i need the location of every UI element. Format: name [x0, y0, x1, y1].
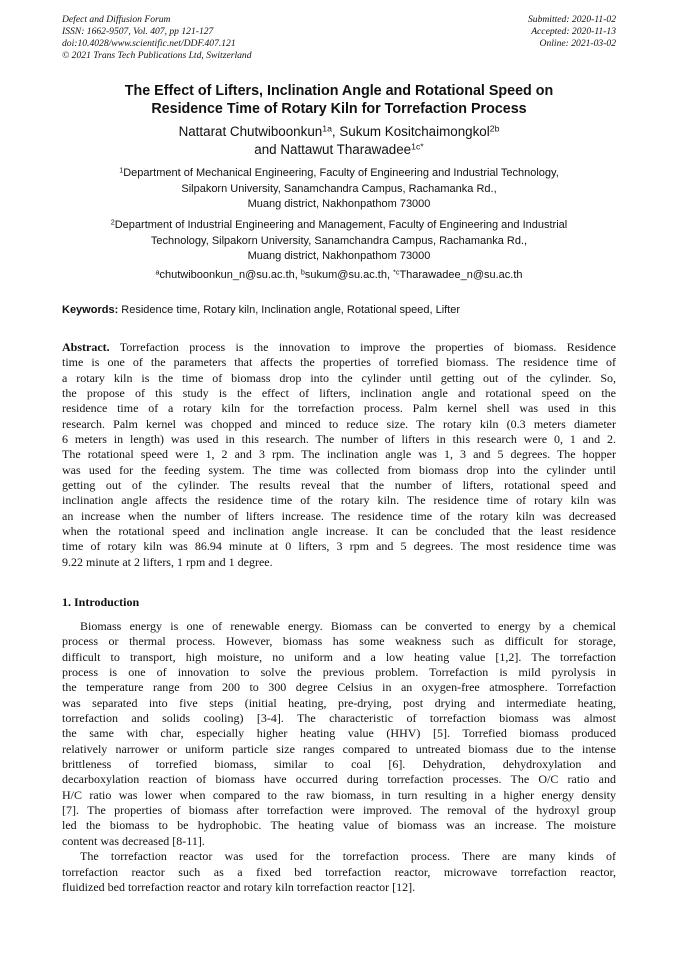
introduction-body	[62, 619, 616, 895]
author-name: Nattarat Chutwiboonkun	[178, 124, 323, 139]
abstract-line: the propose of this study is the effect of lifters, inclination angle and rotational speed on the	[62, 386, 616, 401]
abstract-line: a rotary kiln is the time of biomass drop into the cylinder until getting out of the cylinder. So,	[62, 370, 616, 385]
abstract-line: residence time of a rotary kiln for the torrefaction process. Palm kernel shell was used in this	[62, 401, 616, 416]
affiliation-mark: 2	[110, 218, 115, 227]
author-emails	[62, 268, 616, 284]
abstract	[62, 340, 616, 570]
affiliation-line: Muang district, Nakhonpathom 73000	[247, 198, 431, 210]
abstract-line: 6 meters in length) was used in this research. The number of lifters in this research were 0, 1 and 2.	[62, 432, 616, 447]
affiliation-line: Silpakorn University, Sanamchandra Campus, Rachamanka Rd.,	[181, 182, 497, 195]
title-line: Residence Time of Rotary Kiln for Torrefaction Process	[151, 101, 527, 117]
header-dates	[528, 14, 616, 50]
intro-line: the temperature range from 200 to 300 degree Celsius in an oxygen-free atmosphere. Torrefaction	[62, 680, 616, 695]
title-line: The Effect of Lifters, Inclination Angle and Rotational Speed on	[124, 83, 554, 99]
email-mark: *c	[393, 268, 400, 277]
intro-line: torrefaction and solids cooling) [3-4]. The characteristic of torrefaction biomass was almost	[62, 711, 616, 726]
intro-line: relatively narrower or uniform particle size ranges compared to untreated biomass due to the intense	[62, 741, 616, 756]
author-line	[62, 123, 616, 141]
online-date: Online: 2021-03-02	[539, 38, 616, 49]
email-mark: a	[155, 268, 160, 277]
abstract-line: was used for the feeding system. The time was collected from biomass drop into the cylinder until	[62, 462, 616, 477]
affiliation-line	[62, 218, 616, 234]
email-link[interactable]: sukum@su.ac.th,	[304, 269, 394, 281]
author-separator: ,	[331, 124, 340, 139]
author-name: Sukum Kositchaimongkol	[339, 124, 490, 139]
author-affiliation-mark: 1a	[322, 123, 332, 134]
intro-line: process is one of innovation to solve the previous problem. Torrefaction is mild pyrolysis in	[62, 665, 616, 680]
affiliation-line: Muang district, Nakhonpathom 73000	[247, 250, 431, 262]
doi-link[interactable]: doi:10.4028/www.scientific.net/DDF.407.121	[62, 38, 236, 49]
abstract-line: when the rotational speed and inclination angle increase. It can be concluded that the least residence	[62, 524, 616, 539]
intro-line: content was decreased [8-11].	[62, 833, 205, 848]
email-mark: b	[300, 268, 305, 277]
author-conjunction: and	[254, 142, 281, 157]
abstract-line: an increase when the number of lifters increase. The residence time of the rotary kiln was decreased	[62, 508, 616, 523]
email-link[interactable]: Tharawadee_n@su.ac.th	[399, 269, 523, 281]
intro-line: fluidized bed torrefaction reactor and rotary kiln torrefaction reactor [12].	[62, 879, 416, 894]
intro-line: Biomass energy is one of renewable energy. Biomass can be converted to energy by a chemical	[80, 619, 616, 633]
section-heading-introduction: 1. Introduction	[62, 595, 140, 609]
abstract-line: 9.22 minute at 2 lifters, 1 rpm and 1 degree.	[62, 554, 273, 569]
issn-info: ISSN: 1662-9507, Vol. 407, pp 121-127	[62, 26, 214, 37]
keywords	[62, 303, 616, 318]
copyright-notice: © 2021 Trans Tech Publications Ltd, Switzerland	[62, 50, 252, 61]
submitted-date: Submitted: 2020-11-02	[527, 14, 616, 25]
affiliation-line	[62, 166, 616, 182]
keywords-text: Residence time, Rotary kiln, Inclination angle, Rotational speed, Lifter	[118, 304, 461, 316]
author-name: Nattawut Tharawadee	[280, 142, 412, 157]
affiliation-2	[62, 218, 616, 265]
journal-name: Defect and Diffusion Forum	[62, 14, 171, 25]
author-affiliation-mark: 2b	[489, 123, 500, 134]
intro-line: H/C ratio was lower when compared to the raw biomass, in turn resulting in a higher energy density	[62, 787, 616, 802]
abstract-line: time is one of the parameters that affects the properties of torrefied biomass. The residence time of	[62, 355, 616, 370]
email-link[interactable]: chutwiboonkun_n@su.ac.th,	[159, 269, 301, 281]
intro-line: The torrefaction reactor was used for the torrefaction process. There are many kinds of	[80, 849, 616, 864]
accepted-date: Accepted: 2020-11-13	[531, 26, 616, 37]
abstract-line: inclination angle affects the residence time of the rotary kiln. The residence time of rotary kiln was	[62, 493, 616, 508]
intro-line: led the biomass to be hydrophobic. The heating value of biomass was an increase. The moisture	[62, 818, 616, 833]
abstract-line: time of rotary kiln was 86.94 minute at 0 lifters, 3 rpm and 5 degrees. The most residence time was	[62, 539, 616, 554]
affiliation-mark: 1	[119, 166, 124, 175]
affiliation-text: Department of Industrial Engineering and Management, Faculty of Engineering and Industrial	[114, 219, 568, 231]
intro-line: [7]. The properties of biomass after torrefaction were improved. The removal of the hydroxyl group	[62, 803, 616, 818]
author-line	[62, 141, 616, 159]
intro-line: was separated into five steps (initial heating, pre-drying, post drying and intermediate heating,	[62, 695, 616, 710]
affiliation-line: Technology, Silpakorn University, Sanamchandra Campus, Rachamanka Rd.,	[150, 234, 528, 247]
abstract-line: getting out of the cylinder. The results reveal that the number of lifters, rotational speed and	[62, 478, 616, 493]
affiliation-1	[62, 166, 616, 213]
intro-line: process or thermal process. However, biomass has some weakness such as difficult for storage,	[62, 634, 616, 649]
paper-title	[62, 82, 616, 118]
author-affiliation-mark: 1c*	[411, 141, 424, 152]
email-line	[62, 268, 616, 284]
abstract-text: Torrefaction process is the innovation to improve the properties of biomass. Residence	[109, 340, 616, 354]
header-publication-info	[62, 14, 252, 62]
intro-line: the same with char, especially higher heating value (HHV) [5]. Torrefied biomass produced	[62, 726, 616, 741]
intro-line: brittleness of torrefied biomass, similar to coal [6]. Dehydration, dehydroxylation and	[62, 757, 616, 772]
abstract-line: The rotational speed were 1, 2 and 3 rpm. The inclination angle was 1, 3 and 5 degrees. The hopper	[62, 447, 616, 462]
abstract-line: research. Palm kernel was chopped and minced to reduce size. The rotary kiln (0.3 meters diameter	[62, 416, 616, 431]
intro-line: difficult to transport, high moisture, no uniform and a low heating value [1,2]. The torrefaction	[62, 649, 616, 664]
author-list	[62, 123, 616, 159]
intro-line: decarboxylation reaction of biomass have occurred during torrefaction processes. The O/C ratio and	[62, 772, 616, 787]
abstract-label: Abstract.	[62, 340, 110, 354]
intro-line: torrefaction reactor such as a fixed bed torrefaction reactor, microwave torrefaction reactor,	[62, 864, 616, 879]
abstract-line	[62, 340, 616, 355]
affiliation-text: Department of Mechanical Engineering, Faculty of Engineering and Industrial Technology,	[123, 167, 559, 179]
keywords-label: Keywords:	[62, 304, 119, 316]
